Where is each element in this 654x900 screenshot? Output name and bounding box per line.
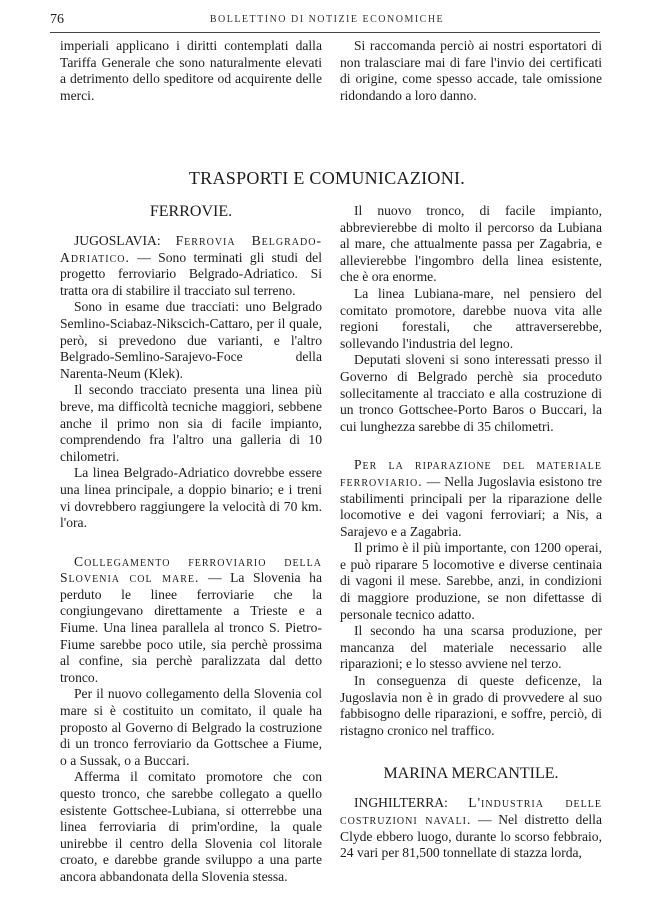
paragraph: imperiali applicano i diritti contemplati dalla Tariffa Generale che sono naturalmente elevati a detrimento dello speditore od acquirente delle merci. xyxy=(60,38,322,103)
paragraph-body: — Sono terminati gli studi del progetto ferroviario Belgrado-Adriatico. Si tratta ora di stabilire il tracciato sul terreno. xyxy=(60,249,322,298)
lead-title: L'industria delle costruzioni navali. xyxy=(340,795,602,827)
paragraph: In conseguenza di queste deficenze, la Jugoslavia non è in grado di provvedere al suo fabbisogno delle riparazioni, e soffre, perciò, di ristagno cronico nel traffico. xyxy=(340,673,602,738)
top-right-paragraph xyxy=(340,38,602,104)
section-title: TRASPORTI E COMUNICAZIONI. xyxy=(188,168,466,188)
marina-mercantile-heading: MARINA MERCANTILE. xyxy=(383,765,559,783)
paragraph: Per il nuovo collegamento della Slovenia col mare si è costituito un comitato, il quale ha proposto al Governo di Belgrado la costruzione di un tronco ferroviario da Gottschee a Fiume, o a Sussak, o a Buccari. xyxy=(60,686,322,768)
paragraph: La linea Lubiana-mare, nel pensiero del comitato promotore, darebbe nuova vita alle regioni forestali, che attraverserebbe, sollevando l'industria del legno. xyxy=(340,285,602,351)
paragraph: Il primo è il più importante, con 1200 operai, e può riparare 5 locomotive e diverse centinaia di vagoni il mese. Sarebbe, anzi, in condizioni di maggiore produzione, se non difettasse di personale tecnico adatto. xyxy=(340,540,602,622)
ferrovie-heading: FERROVIE. xyxy=(149,203,233,220)
section-title-block xyxy=(0,168,654,189)
paragraph-slovenia xyxy=(60,554,322,687)
header-rule xyxy=(50,32,600,33)
paragraph: La linea Belgrado-Adriatico dovrebbe essere una linea principale, a doppio binario; e i treni vi dovrebbero raggiungere la velocità di 70 km. l'ora. xyxy=(60,465,322,531)
lead-title: Per la riparazione del materiale ferroviario. xyxy=(340,457,602,489)
top-left-paragraph xyxy=(60,38,322,104)
paragraph-jugoslavia xyxy=(60,233,322,299)
paragraph-body: — Nella Jugoslavia esistono tre stabilimenti principali per la riparazione delle locomotive e dei vagoni ferroviari; a Nis, a Sarajevo e a Zagabria. xyxy=(340,473,602,539)
paragraph-inghilterra xyxy=(340,795,602,861)
paragraph-body: — Nel distretto della Clyde ebbero luogo, durante lo scorso febbraio, 24 vari per 81,500 tonnellate di stazza lorda, xyxy=(340,812,602,861)
page-number: 76 xyxy=(50,12,64,27)
paragraph-riparazione xyxy=(340,457,602,540)
running-title: BOLLETTINO DI NOTIZIE ECONOMICHE xyxy=(209,14,445,25)
paragraph: Sono in esame due tracciati: uno Belgrado Semlino-Sciabaz-Nikscich-Cattaro, per il quale, però, si prevedono due varianti, e l'altro Belgrado-Semlino-Sarajevo-Foce della Narenta-Neum (Klek). xyxy=(60,299,322,381)
paragraph: Si raccomanda perciò ai nostri esportatori di non tralasciare mai di fare l'invio dei certificati di origine, come spesso accade, tale omissione ridondando a loro danno. xyxy=(340,38,602,103)
paragraph-body: — La Slovenia ha perduto le linee ferroviarie che la congiungevano direttamente a Trieste e a Fiume. Una linea parallela al tronco S. Pietro-Fiume sarebbe poco utile, sia perchè prossima al confine, sia perchè paralizzata dal detto tronco. xyxy=(60,570,322,685)
lead-title: Collegamento ferroviario della Slovenia col mare. xyxy=(60,553,322,586)
lead-country: JUGOSLAVIA: xyxy=(74,233,161,248)
paragraph: Il secondo ha una scarsa produzione, per mancanza del materiale necessario alle riparazioni; e lo stesso avviene nel terzo. xyxy=(340,623,602,672)
left-column xyxy=(60,203,322,886)
lead-country: INGHILTERRA: xyxy=(354,795,448,811)
paragraph: Il secondo tracciato presenta una linea più breve, ma difficoltà tecniche maggiori, sebbene anche il primo non sia di facile impianto, comprendendo fra l'altro una galleria di 10 chilometri. xyxy=(60,382,322,464)
paragraph: Il nuovo tronco, di facile impianto, abbrevierebbe di molto il percorso da Lubiana al mare, che attualmente passa per Zagabria, e allevierebbe l'ingombro della linea esistente, che è ora enorme. xyxy=(340,203,602,285)
right-column xyxy=(340,203,602,862)
lead-title: Ferrovia Belgrado-Adriatico. xyxy=(60,233,322,265)
paragraph: Afferma il comitato promotore che con questo tronco, che sarebbe collegato a quello esistente Gottschee-Lubiana, si otterrebbe una linea ferroviaria di prim'ordine, la quale unirebbe il centro della Slovenia col litorale croato, e darebbe grande sviluppo a una parte ancora abbandonata della Slovenia stessa. xyxy=(60,769,322,884)
paragraph: Deputati sloveni si sono interessati presso il Governo di Belgrado perchè sia proceduto sollecitamente al tracciato e alla costruzione di un tronco Gottschee-Porto Baros o Buccari, la cui lunghezza sarebbe di 35 chilometri. xyxy=(340,352,602,434)
